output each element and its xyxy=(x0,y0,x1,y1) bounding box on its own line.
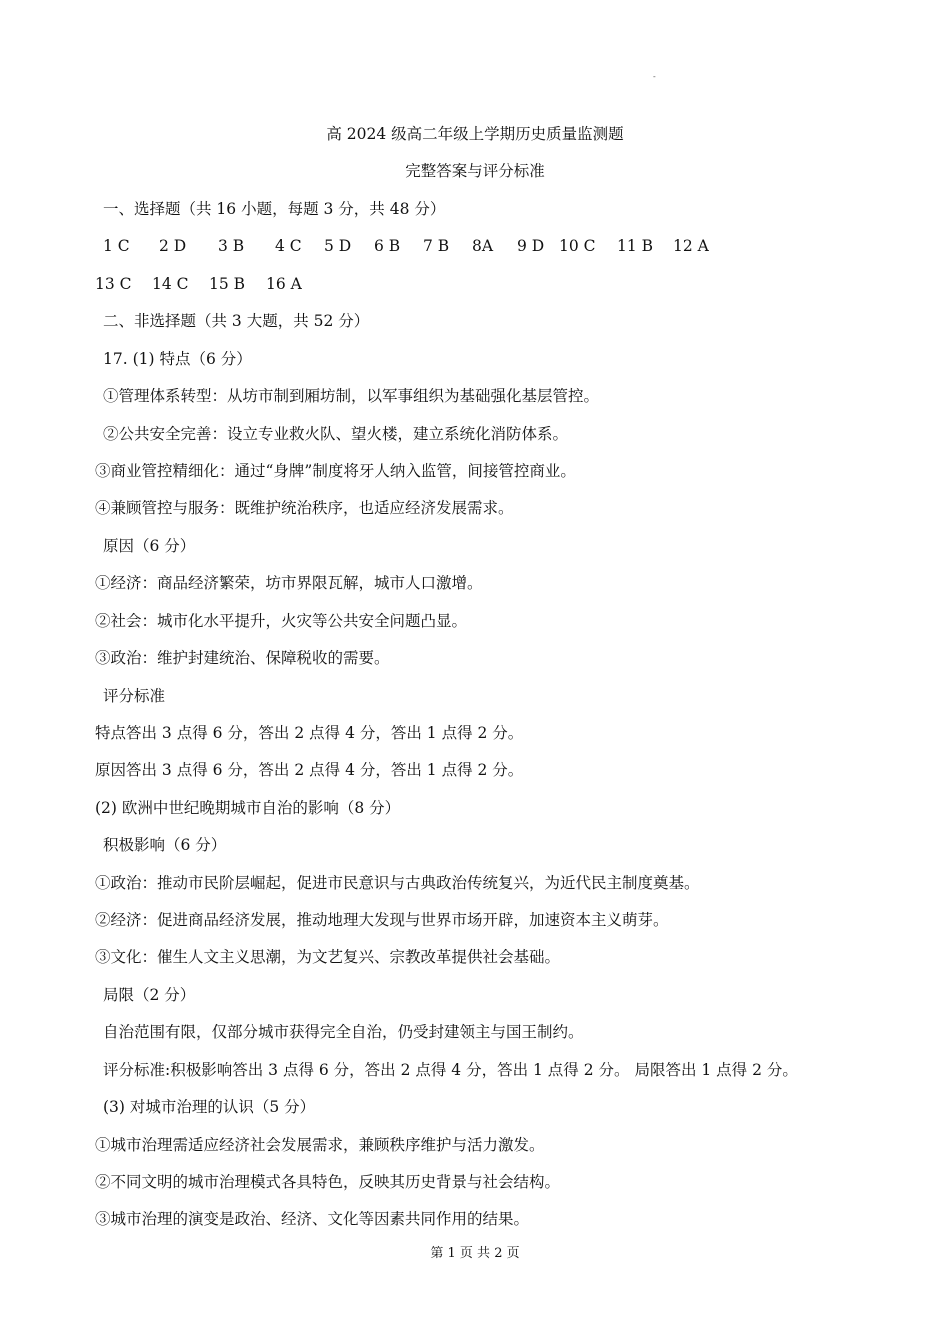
answer-item: 2 D xyxy=(159,237,187,255)
scoring-heading: 评分标准 xyxy=(103,687,166,705)
answer-item: 3 B xyxy=(218,237,245,255)
section1-heading: 一、选择题（共 16 小题，每题 3 分，共 48 分） xyxy=(103,200,446,218)
feature-item: ③商业管控精细化：通过“身牌”制度将牙人纳入监管，间接管控商业。 xyxy=(95,462,576,480)
answer-item: 7 B xyxy=(423,237,450,255)
answer-item: 11 B xyxy=(617,237,654,255)
reasons-heading: 原因（6 分） xyxy=(103,537,196,555)
answer-item: 14 C xyxy=(152,275,189,293)
document-subtitle: 完整答案与评分标准 xyxy=(405,162,545,180)
limit-heading: 局限（2 分） xyxy=(103,986,196,1004)
understanding-item: ②不同文明的城市治理模式各具特色，反映其历史背景与社会结构。 xyxy=(95,1173,561,1191)
q17-part2-heading: (2) 欧洲中世纪晚期城市自治的影响（8 分） xyxy=(95,799,401,817)
feature-item: ④兼顾管控与服务：既维护统治秩序，也适应经济发展需求。 xyxy=(95,499,514,517)
document-title: 高 2024 级高二年级上学期历史质量监测题 xyxy=(326,125,624,143)
positive-heading: 积极影响（6 分） xyxy=(103,836,227,854)
answer-item: 10 C xyxy=(559,237,596,255)
limit-text: 自治范围有限，仅部分城市获得完全自治，仍受封建领主与国王制约。 xyxy=(103,1023,584,1041)
positive-item: ①政治：推动市民阶层崛起，促进市民意识与古典政治传统复兴，为近代民主制度奠基。 xyxy=(95,874,700,892)
page-footer: 第 1 页 共 2 页 xyxy=(430,1246,520,1261)
reason-item: ①经济：商品经济繁荣，坊市界限瓦解，城市人口激增。 xyxy=(95,574,483,592)
answer-item: 4 C xyxy=(275,237,302,255)
answer-item: 9 D xyxy=(517,237,545,255)
answer-item: 15 B xyxy=(209,275,246,293)
answer-item: 16 A xyxy=(266,275,302,293)
positive-item: ②经济：促进商品经济发展，推动地理大发现与世界市场开辟，加速资本主义萌芽。 xyxy=(95,911,669,929)
positive-item: ③文化：催生人文主义思潮，为文艺复兴、宗教改革提供社会基础。 xyxy=(95,948,561,966)
answer-item: 5 D xyxy=(324,237,352,255)
feature-item: ①管理体系转型：从坊市制到厢坊制，以军事组织为基础强化基层管控。 xyxy=(103,387,600,405)
feature-item: ②公共安全完善：设立专业救火队、望火楼，建立系统化消防体系。 xyxy=(103,425,569,443)
scoring-item: 特点答出 3 点得 6 分，答出 2 点得 4 分，答出 1 点得 2 分。 xyxy=(95,724,524,742)
answer-item: 13 C xyxy=(95,275,132,293)
reason-item: ②社会：城市化水平提升，火灾等公共安全问题凸显。 xyxy=(95,612,468,630)
answer-item: 12 A xyxy=(673,237,709,255)
scoring-item: 原因答出 3 点得 6 分，答出 2 点得 4 分，答出 1 点得 2 分。 xyxy=(95,761,524,779)
answer-item: 1 C xyxy=(103,237,130,255)
q17-part1-heading: 17. (1) 特点（6 分） xyxy=(103,350,252,368)
header-mark: - xyxy=(653,72,656,81)
understanding-item: ①城市治理需适应经济社会发展需求，兼顾秩序维护与活力激发。 xyxy=(95,1136,545,1154)
answer-item: 6 B xyxy=(374,237,401,255)
reason-item: ③政治：维护封建统治、保障税收的需要。 xyxy=(95,649,390,667)
understanding-item: ③城市治理的演变是政治、经济、文化等因素共同作用的结果。 xyxy=(95,1210,530,1228)
answer-item: 8A xyxy=(472,237,494,255)
q17-part3-heading: (3) 对城市治理的认识（5 分） xyxy=(103,1098,316,1116)
part2-scoring: 评分标准:积极影响答出 3 点得 6 分，答出 2 点得 4 分，答出 1 点得 2 分。 局限答出 1 点得 2 分。 xyxy=(103,1061,798,1079)
section2-heading: 二、非选择题（共 3 大题，共 52 分） xyxy=(103,312,370,330)
